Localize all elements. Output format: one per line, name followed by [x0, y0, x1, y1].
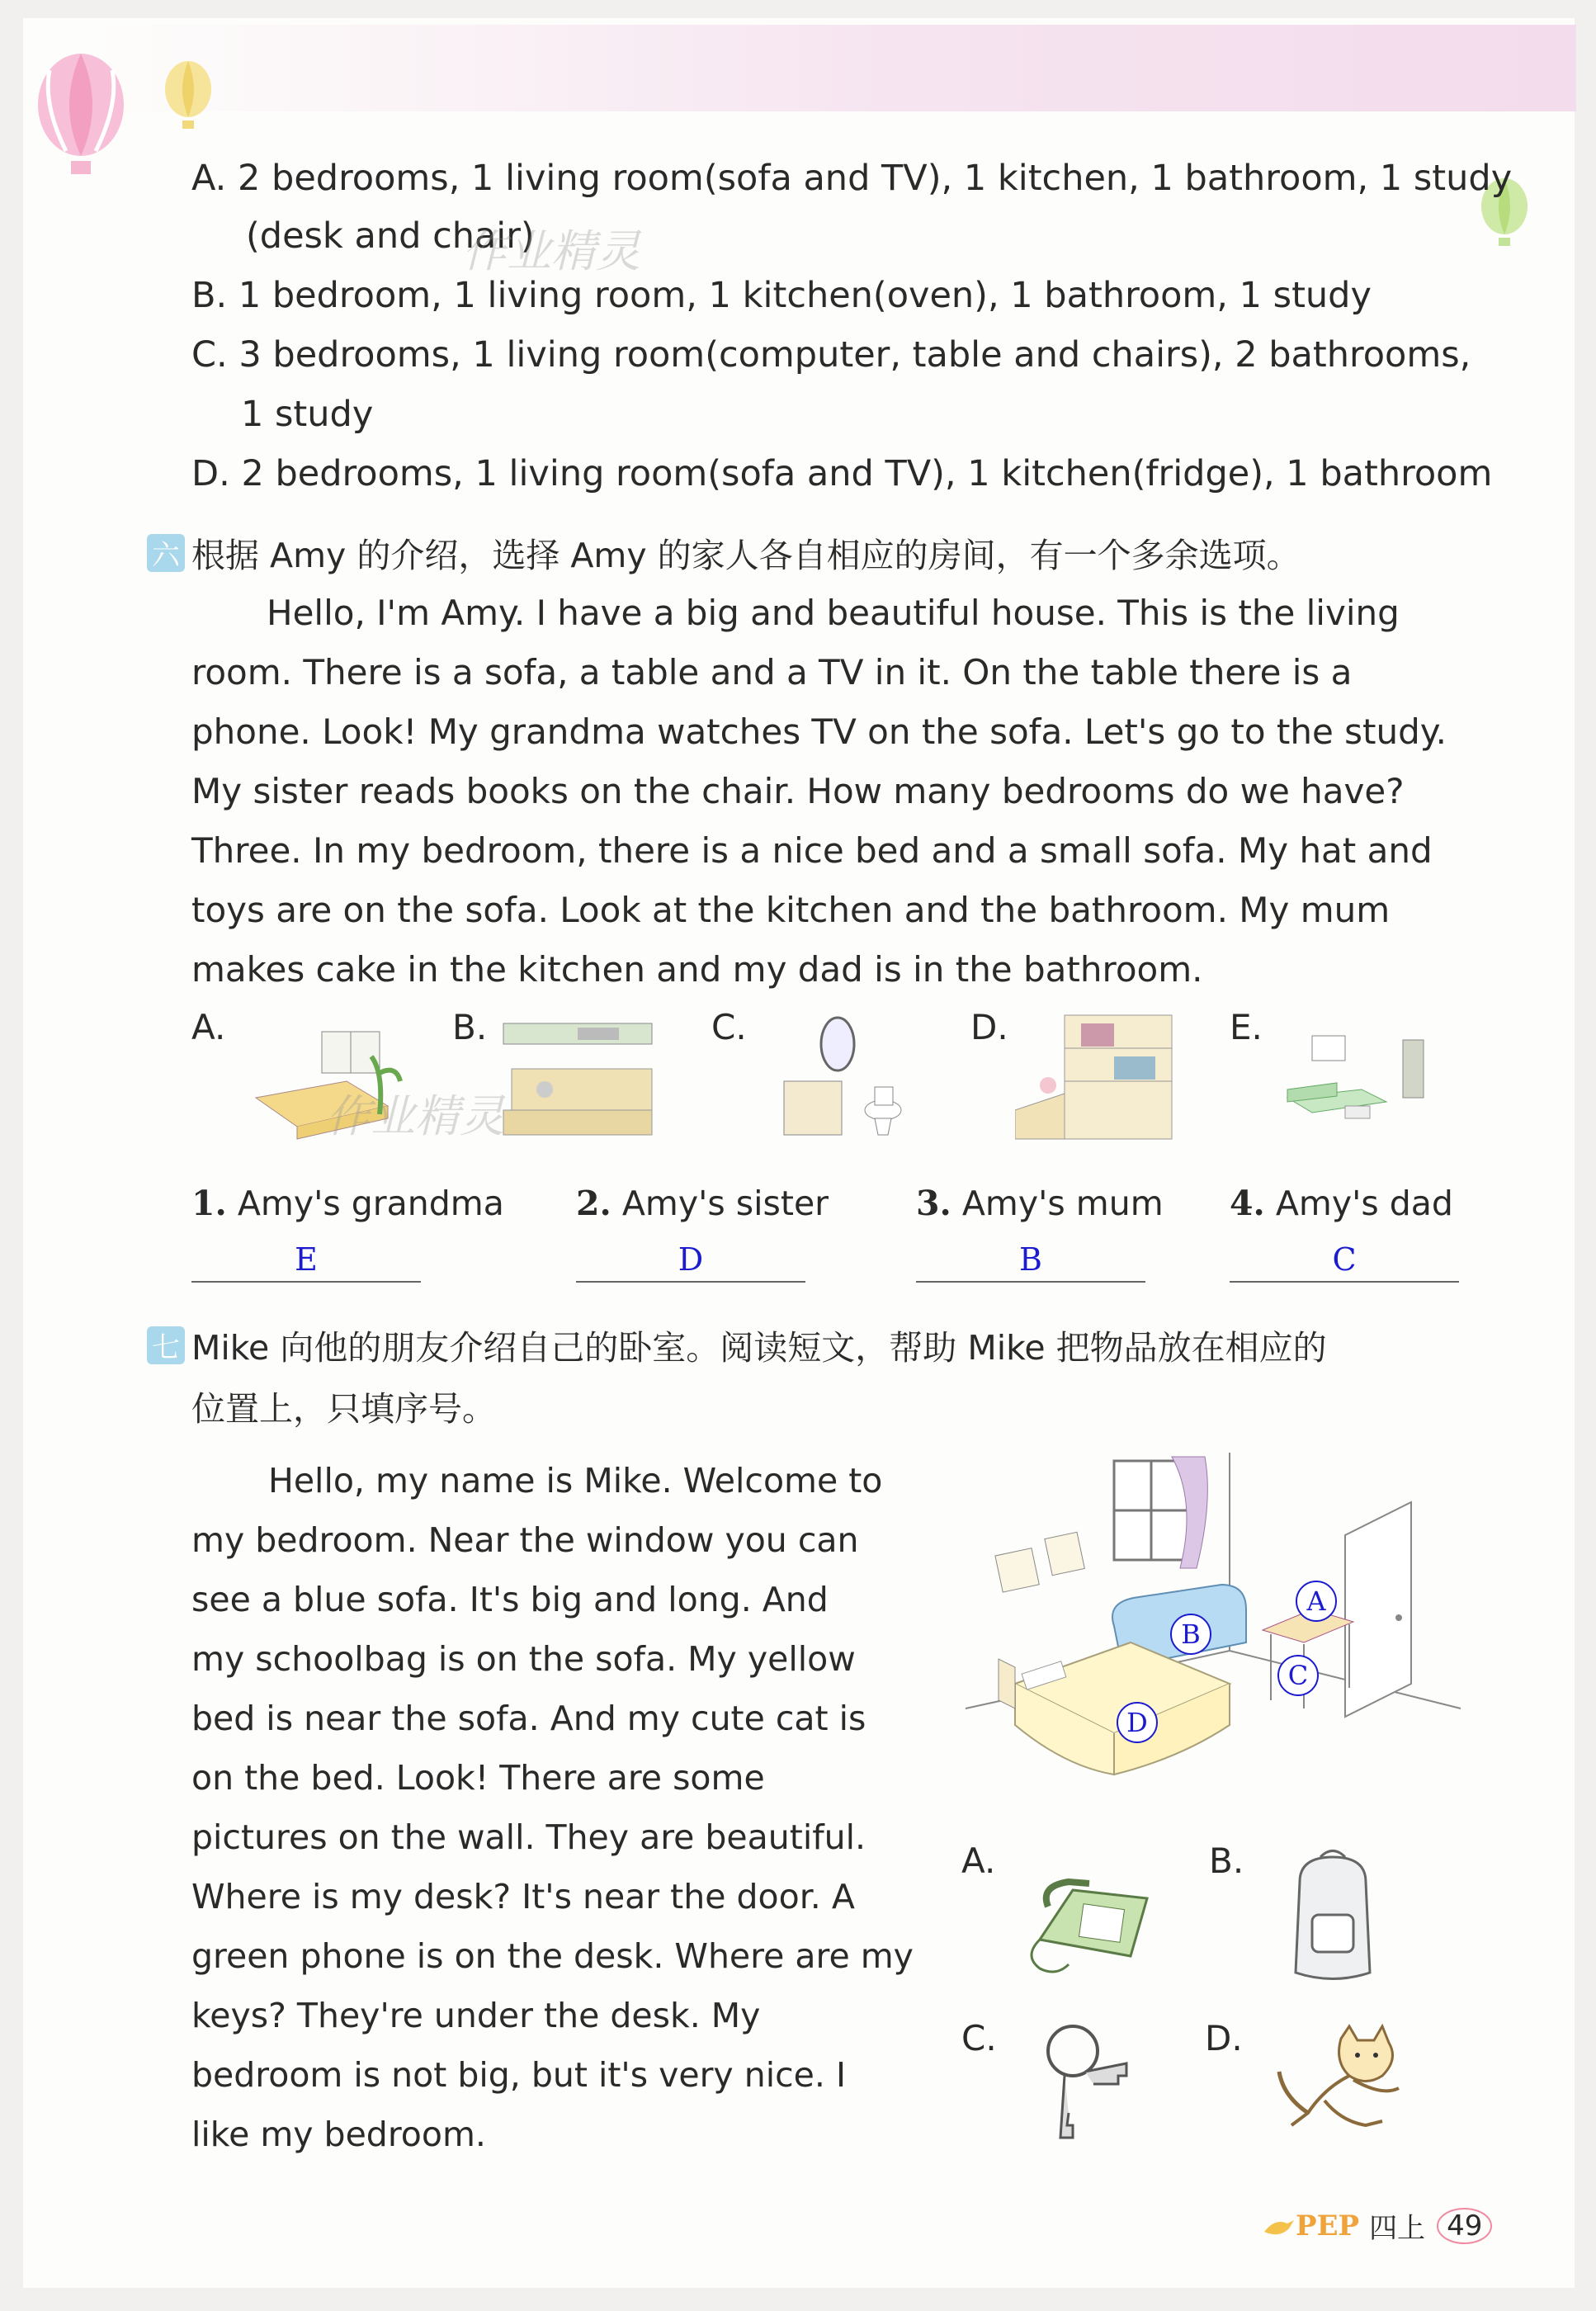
passage-line: keys? They're under the desk. My — [191, 1996, 761, 2035]
passage-line: my schoolbag is on the sofa. My yellow — [191, 1639, 856, 1679]
small-balloon-icon — [157, 58, 223, 140]
brand-logo: PEP — [1296, 2209, 1360, 2242]
option-c-cont: 1 study — [241, 394, 374, 435]
keys-icon — [1036, 2014, 1151, 2154]
option-a-cont: (desk and chair) — [246, 215, 535, 257]
exercise-7-instruction: Mike 向他的朋友介绍自己的卧室。阅读短文，帮助 Mike 把物品放在相应的 — [191, 1328, 1327, 1368]
room-mark-a: A — [1296, 1581, 1337, 1622]
option-d: D. 2 bedrooms, 1 living room(sofa and TV), 1 kitchen(fridge), 1 bathroom — [191, 453, 1493, 494]
item-label: A. — [961, 1841, 996, 1881]
bedroom-illustration — [949, 1453, 1477, 1824]
passage-line: room. There is a sofa, a table and a TV in it. On the table there is a — [191, 652, 1353, 692]
answer-blank-2[interactable]: D — [576, 1238, 805, 1283]
page-footer — [1263, 2205, 1492, 2246]
header-band — [99, 25, 1576, 111]
item-label: D. — [1205, 2018, 1243, 2058]
passage-line: phone. Look! My grandma watches TV on the sofa. Let's go to the study. — [191, 711, 1447, 752]
answer-blank-3[interactable]: B — [916, 1238, 1145, 1283]
passage-line: Three. In my bedroom, there is a nice bed and a small sofa. My hat and — [191, 830, 1433, 871]
grade-label: 四上 — [1369, 2212, 1426, 2245]
passage-line: Hello, my name is Mike. Welcome to — [268, 1461, 883, 1500]
option-c: C. 3 bedrooms, 1 living room(computer, table and chairs), 2 bathrooms, — [191, 334, 1471, 376]
kitchen-icon — [495, 1011, 660, 1143]
passage-line: Where is my desk? It's near the door. A — [191, 1877, 855, 1916]
item-label: C. — [961, 2018, 997, 2058]
picture-label: C. — [711, 1007, 747, 1047]
answer-blank-1[interactable]: E — [191, 1238, 421, 1283]
bird-icon — [1263, 2214, 1296, 2238]
study-icon — [1015, 1011, 1180, 1143]
question-4: 4. Amy's dad — [1230, 1184, 1453, 1223]
passage-line: see a blue sofa. It's big and long. And — [191, 1580, 829, 1619]
option-b: B. 1 bedroom, 1 living room, 1 kitchen(oven), 1 bathroom, 1 study — [191, 275, 1372, 316]
exercise-number-badge: 六 — [147, 534, 185, 572]
exercise-7-instruction-cont: 位置上，只填序号。 — [191, 1389, 496, 1429]
question-2: 2. Amy's sister — [576, 1184, 829, 1223]
exercise-7-heading — [147, 1321, 1327, 1369]
passage-line: bedroom is not big, but it's very nice. I — [191, 2055, 847, 2095]
exercise-number-badge: 七 — [147, 1326, 185, 1364]
option-a: A. 2 bedrooms, 1 living room(sofa and TV), 1 kitchen, 1 bathroom, 1 study — [191, 158, 1513, 199]
picture-label: D. — [970, 1007, 1008, 1047]
passage-line: makes cake in the kitchen and my dad is in the bathroom. — [191, 949, 1203, 990]
answer-blank-4[interactable]: C — [1230, 1238, 1459, 1283]
bathroom-icon — [759, 1011, 916, 1143]
passage-line: Hello, I'm Amy. I have a big and beautiful house. This is the living — [267, 593, 1400, 633]
item-label: B. — [1209, 1841, 1244, 1881]
passage-line: toys are on the sofa. Look at the kitchen and the bathroom. My mum — [191, 890, 1391, 930]
picture-label: E. — [1230, 1007, 1263, 1047]
passage-line: my bedroom. Near the window you can — [191, 1520, 859, 1560]
question-3: 3. Amy's mum — [916, 1184, 1164, 1223]
cat-icon — [1275, 2022, 1415, 2146]
room-mark-d: D — [1117, 1702, 1158, 1743]
picture-label: B. — [452, 1007, 488, 1047]
watermark: 作业精灵 — [462, 225, 640, 277]
phone-icon — [1023, 1865, 1164, 1981]
schoolbag-icon — [1275, 1849, 1391, 1989]
hot-air-balloon-icon — [25, 45, 140, 186]
passage-line: bed is near the sofa. And my cute cat is — [191, 1699, 866, 1738]
room-mark-c: C — [1277, 1655, 1319, 1696]
passage-line: on the bed. Look! There are some — [191, 1758, 765, 1798]
room-mark-b: B — [1170, 1614, 1211, 1655]
exercise-6-heading — [147, 528, 1301, 577]
watermark: 作业精灵 — [326, 1090, 504, 1142]
passage-line: like my bedroom. — [191, 2115, 486, 2154]
passage-line: green phone is on the desk. Where are my — [191, 1936, 914, 1976]
page-number: 49 — [1437, 2208, 1492, 2244]
passage-line: pictures on the wall. They are beautiful. — [191, 1817, 866, 1857]
living-room-icon — [1271, 1023, 1436, 1147]
picture-label: A. — [191, 1007, 226, 1047]
question-1: 1. Amy's grandma — [191, 1184, 504, 1223]
exercise-6-instruction: 根据 Amy 的介绍，选择 Amy 的家人各自相应的房间，有一个多余选项。 — [191, 536, 1301, 575]
passage-line: My sister reads books on the chair. How many bedrooms do we have? — [191, 771, 1405, 811]
